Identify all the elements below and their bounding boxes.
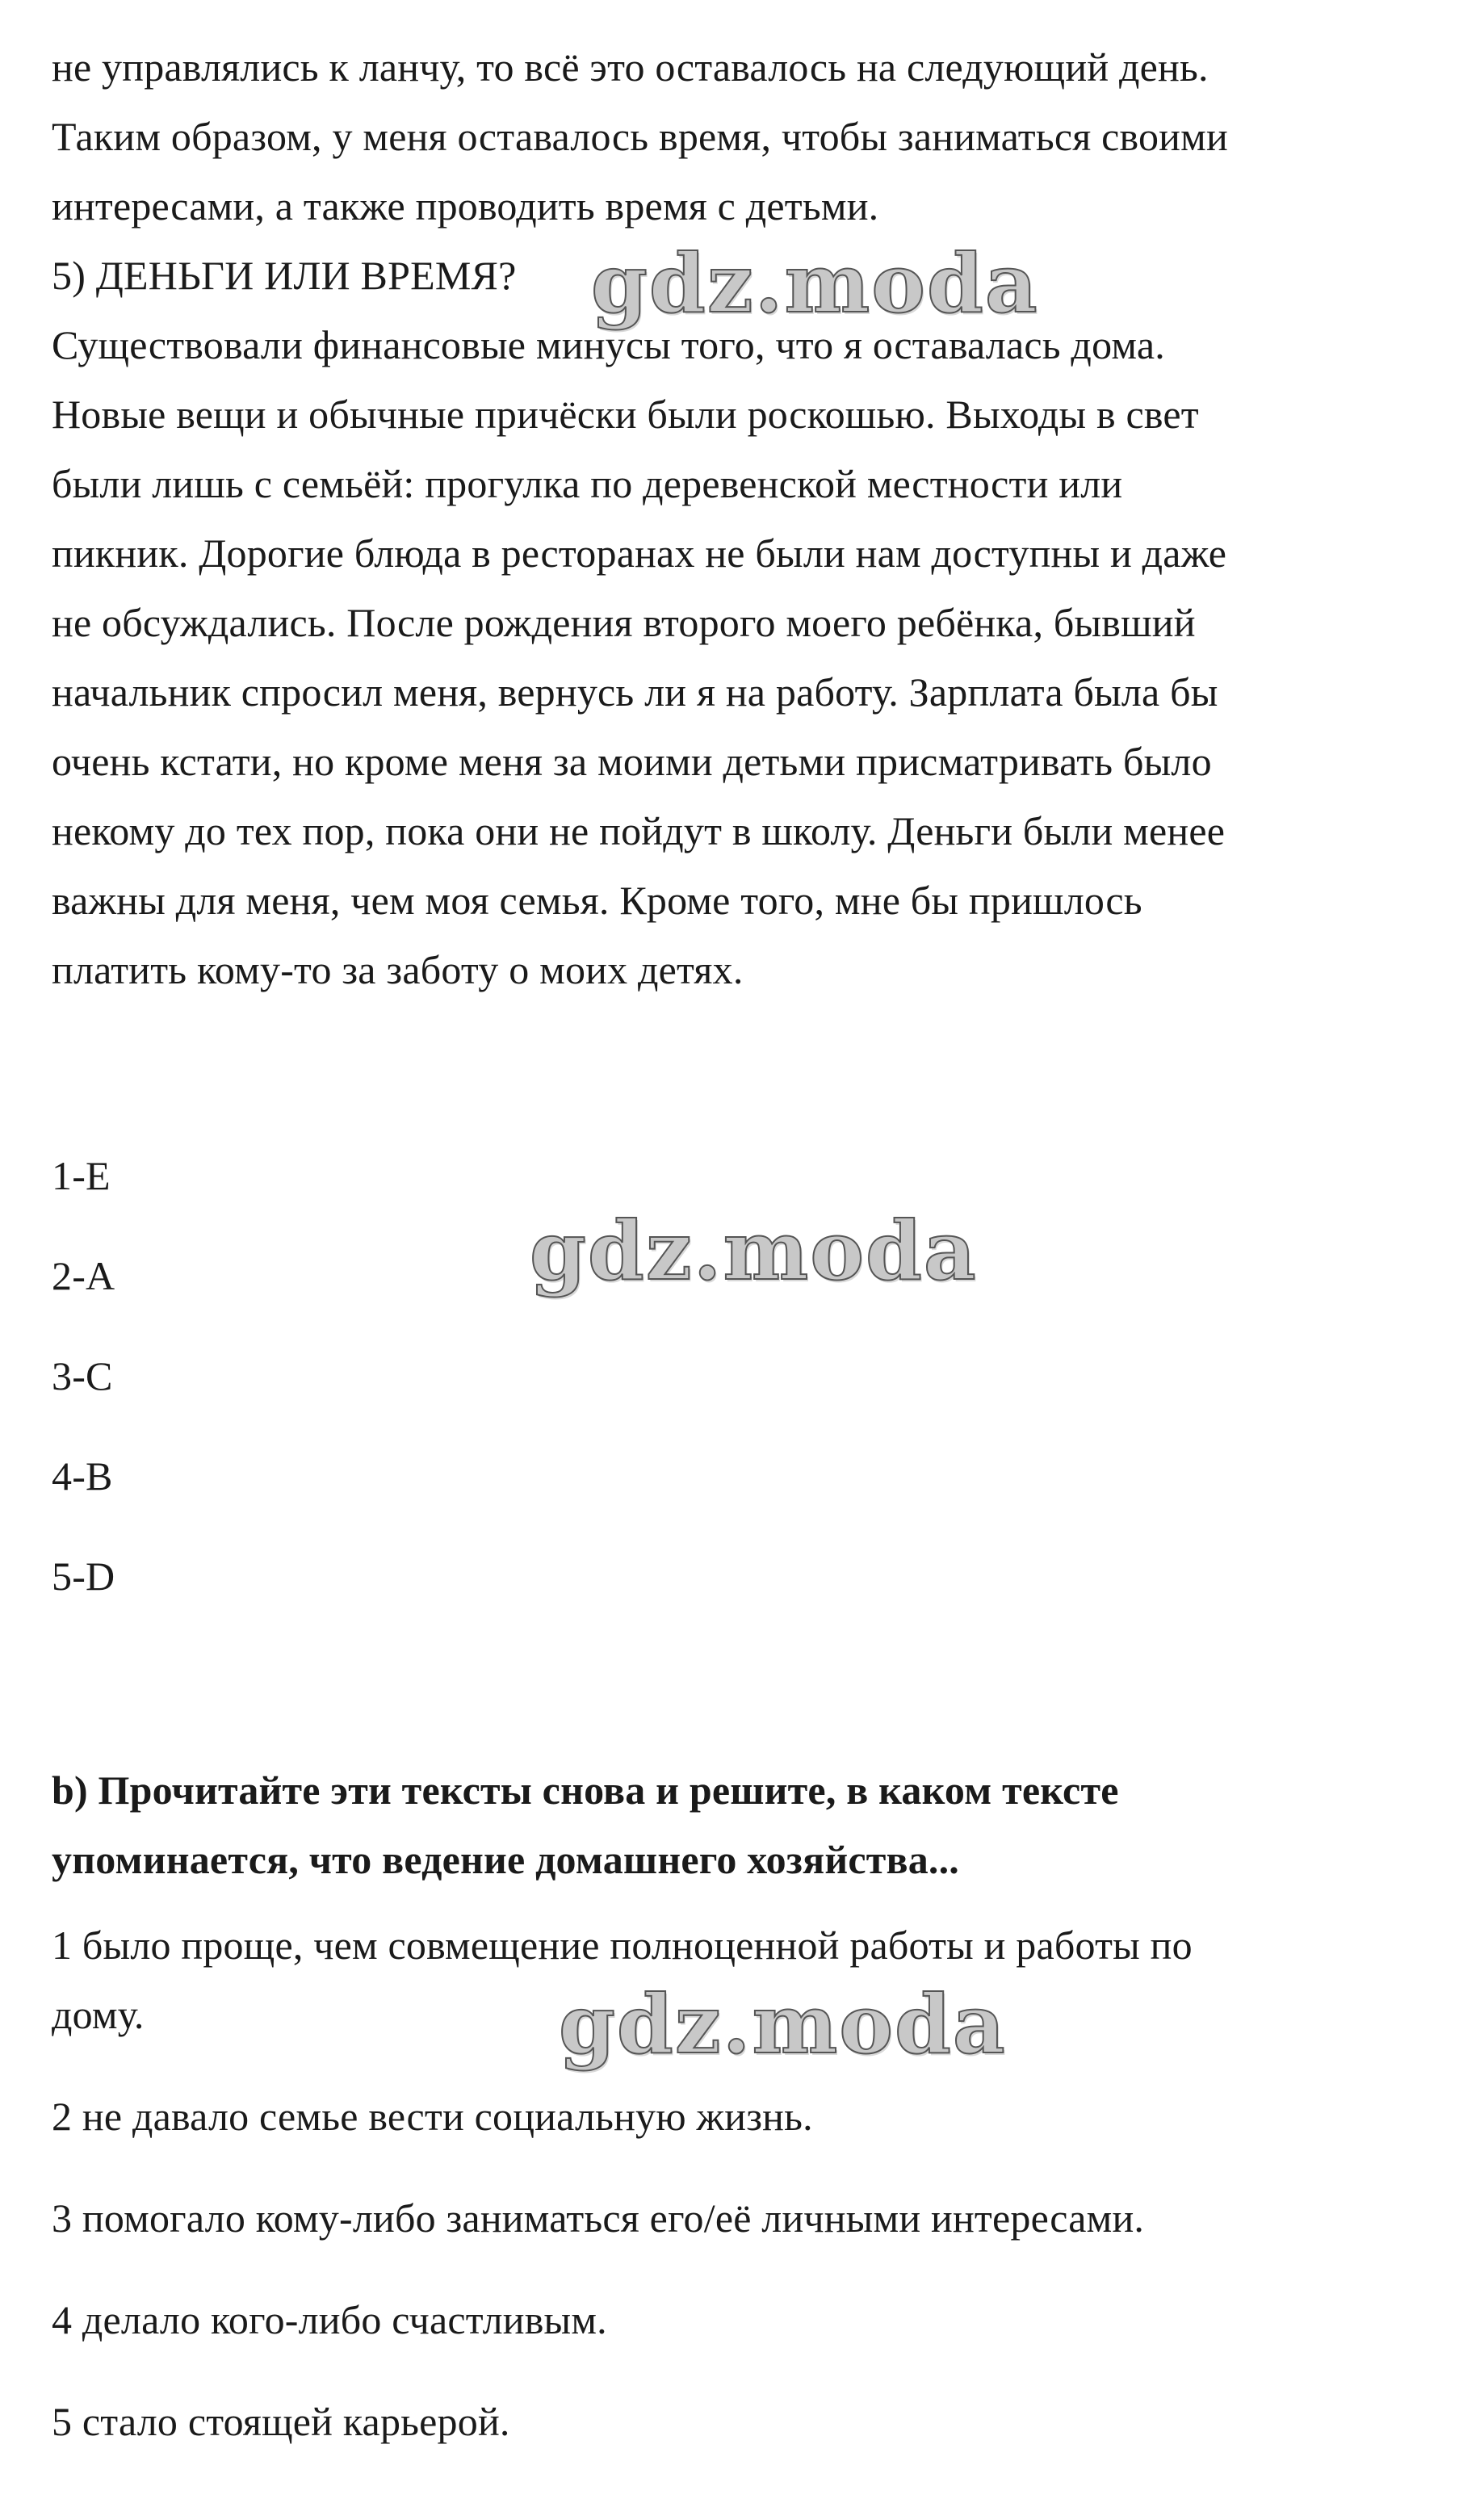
answer-item: 5-D [52,1554,115,1599]
task-title-line: b) Прочитайте эти тексты снова и решите, в каком тексте [52,1767,1119,1813]
text-line: были лишь с семьёй: прогулка по деревенской местности или [52,461,1123,506]
task-title-line: упоминается, что ведение домашнего хозяйства... [52,1837,959,1882]
text-line: Таким образом, у меня оставалось время, чтобы заниматься своими [52,114,1228,159]
text-line: платить кому-то за заботу о моих детях. [52,947,744,992]
answer-item: 2-A [52,1253,115,1298]
answer-item: 1-E [52,1153,111,1198]
text-line: пикник. Дорогие блюда в ресторанах не были нам доступны и даже [52,530,1227,576]
paragraph-top [52,32,1424,241]
text-line: очень кстати, но кроме меня за моими детьми присматривать было [52,739,1212,784]
text-line: интересами, а также проводить время с детьми. [52,183,879,229]
watermark-logo: gdz.moda [559,1977,1007,2072]
task-b [52,1755,1424,2456]
task-item-line: 2 не давало семье вести социальную жизнь. [52,2094,813,2139]
text-line: не управлялись к ланчу, то всё это оставалось на следующий день. [52,44,1209,90]
text-line: важны для меня, чем моя семья. Кроме того, мне бы пришлось [52,878,1142,923]
answer-item: 3-C [52,1353,113,1398]
watermark-logo: gdz.moda [591,236,1039,331]
task-item [52,2285,1424,2354]
task-item-line: 3 помогало кому-либо заниматься его/её личными интересами. [52,2195,1145,2241]
text-line: начальник спросил меня, вернусь ли я на работу. Зарплата была бы [52,669,1218,715]
task-item-line: 5 стало стоящей карьерой. [52,2399,510,2444]
answer-list [52,1126,1424,1626]
text-line: некому до тех пор, пока они не пойдут в школу. Деньги были менее [52,808,1226,853]
task-item-line: 4 делало кого-либо счастливым. [52,2297,607,2342]
task-item [52,2082,1424,2151]
text-line: Существовали финансовые минусы того, что я оставалась дома. [52,322,1165,367]
section-heading: 5) ДЕНЬГИ ИЛИ ВРЕМЯ? [52,253,517,298]
answer-item: 4-B [52,1453,113,1499]
text-line: не обсуждались. После рождения второго моего ребёнка, бывший [52,600,1196,645]
task-item [52,2183,1424,2253]
task-item-line: 1 было проще, чем совмещение полноценной работы и работы по [52,1922,1193,1968]
text-line: Новые вещи и обычные причёски были роскошью. Выходы в свет [52,392,1199,437]
section-5 [52,241,1424,1004]
task-item-line: дому. [52,1992,145,2037]
watermark-logo: gdz.moda [530,1203,978,1298]
task-item [52,2387,1424,2456]
